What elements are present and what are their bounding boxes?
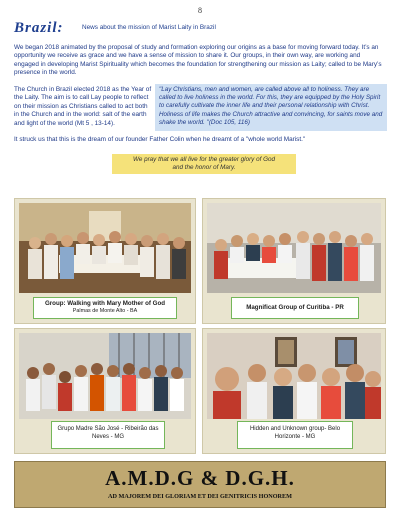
photo-1-location: Palmas de Monte Alto - BA bbox=[72, 308, 138, 314]
photo-2-title: Magnificat Group of Curitiba - PR bbox=[246, 304, 344, 311]
photo-caption-1 bbox=[33, 297, 177, 319]
group-photo-2 bbox=[207, 203, 381, 293]
banner-motto: A.M.D.G & D.G.H. bbox=[105, 466, 295, 490]
year-of-laity-paragraph: The Church in Brazil elected 2018 as the Year of the Laity. The aim is to call Lay people to reflect on their mission as Christians called to act both in the Church and in the world: salt of the earth and light of the world (Mt 5 , 13-14). bbox=[14, 86, 152, 127]
group-photo-1 bbox=[19, 203, 191, 293]
photo-caption-3 bbox=[51, 421, 165, 449]
photo-block-3 bbox=[14, 328, 196, 454]
photo-1-title: Group: Walking with Mary Mother of God bbox=[44, 300, 166, 307]
article-subtitle: News about the mission of Marist Laity in Brazil bbox=[82, 24, 216, 31]
photo-3-title: Grupo Madre São José - Ribeirão das Neves - MG bbox=[57, 426, 159, 440]
photo-block-4 bbox=[202, 328, 386, 454]
article-title: Brazil: bbox=[14, 20, 64, 36]
page-number: 8 bbox=[198, 6, 202, 15]
banner-latin: AD MAJOREM DEI GLORIAM ET DEI GENITRICIS HONOREM bbox=[108, 493, 292, 500]
founder-dream-paragraph: It struck us that this is the dream of our founder Father Colin when he dreamt of a "whole world Marist." bbox=[14, 136, 306, 143]
photo-block-1 bbox=[14, 198, 196, 324]
intro-paragraph: We began 2018 animated by the proposal of study and formation exploring our origins as a base for moving forward today. It’s an opportunity we receive as grace and we have a sense of mission to share it. Our groups, in their own way, are working and engaged in developing Marist Spirituality which becomes the foundation for strengthening our mission as Laity; called to be Mary’s presence in the world. bbox=[14, 44, 382, 77]
quote-box: "Lay Christians, men and women, are called above all to holiness. They are called to live holiness in the world. For this, they are equipped by the Holy Spirit to carefully cultivate the inner life and their personal relationship with Christ. Holiness of life makes the Church attractive and convincing, for saints move and shake the world. "(Doc 105, 116) bbox=[155, 84, 387, 131]
prayer-line-2: and the honor of Mary. bbox=[172, 164, 236, 171]
prayer-box bbox=[112, 154, 296, 174]
prayer-line-1: We pray that we all live for the greater glory of God bbox=[133, 156, 275, 163]
photo-block-2 bbox=[202, 198, 386, 324]
photo-caption-4 bbox=[237, 421, 353, 449]
photo-caption-2 bbox=[231, 297, 359, 319]
group-photo-3 bbox=[19, 333, 191, 419]
photo-4-title: Hidden and Unknown group- Belo Horizonte - MG bbox=[249, 426, 341, 440]
amdg-banner bbox=[14, 461, 386, 508]
group-photo-4 bbox=[207, 333, 381, 419]
article-header bbox=[14, 20, 386, 38]
